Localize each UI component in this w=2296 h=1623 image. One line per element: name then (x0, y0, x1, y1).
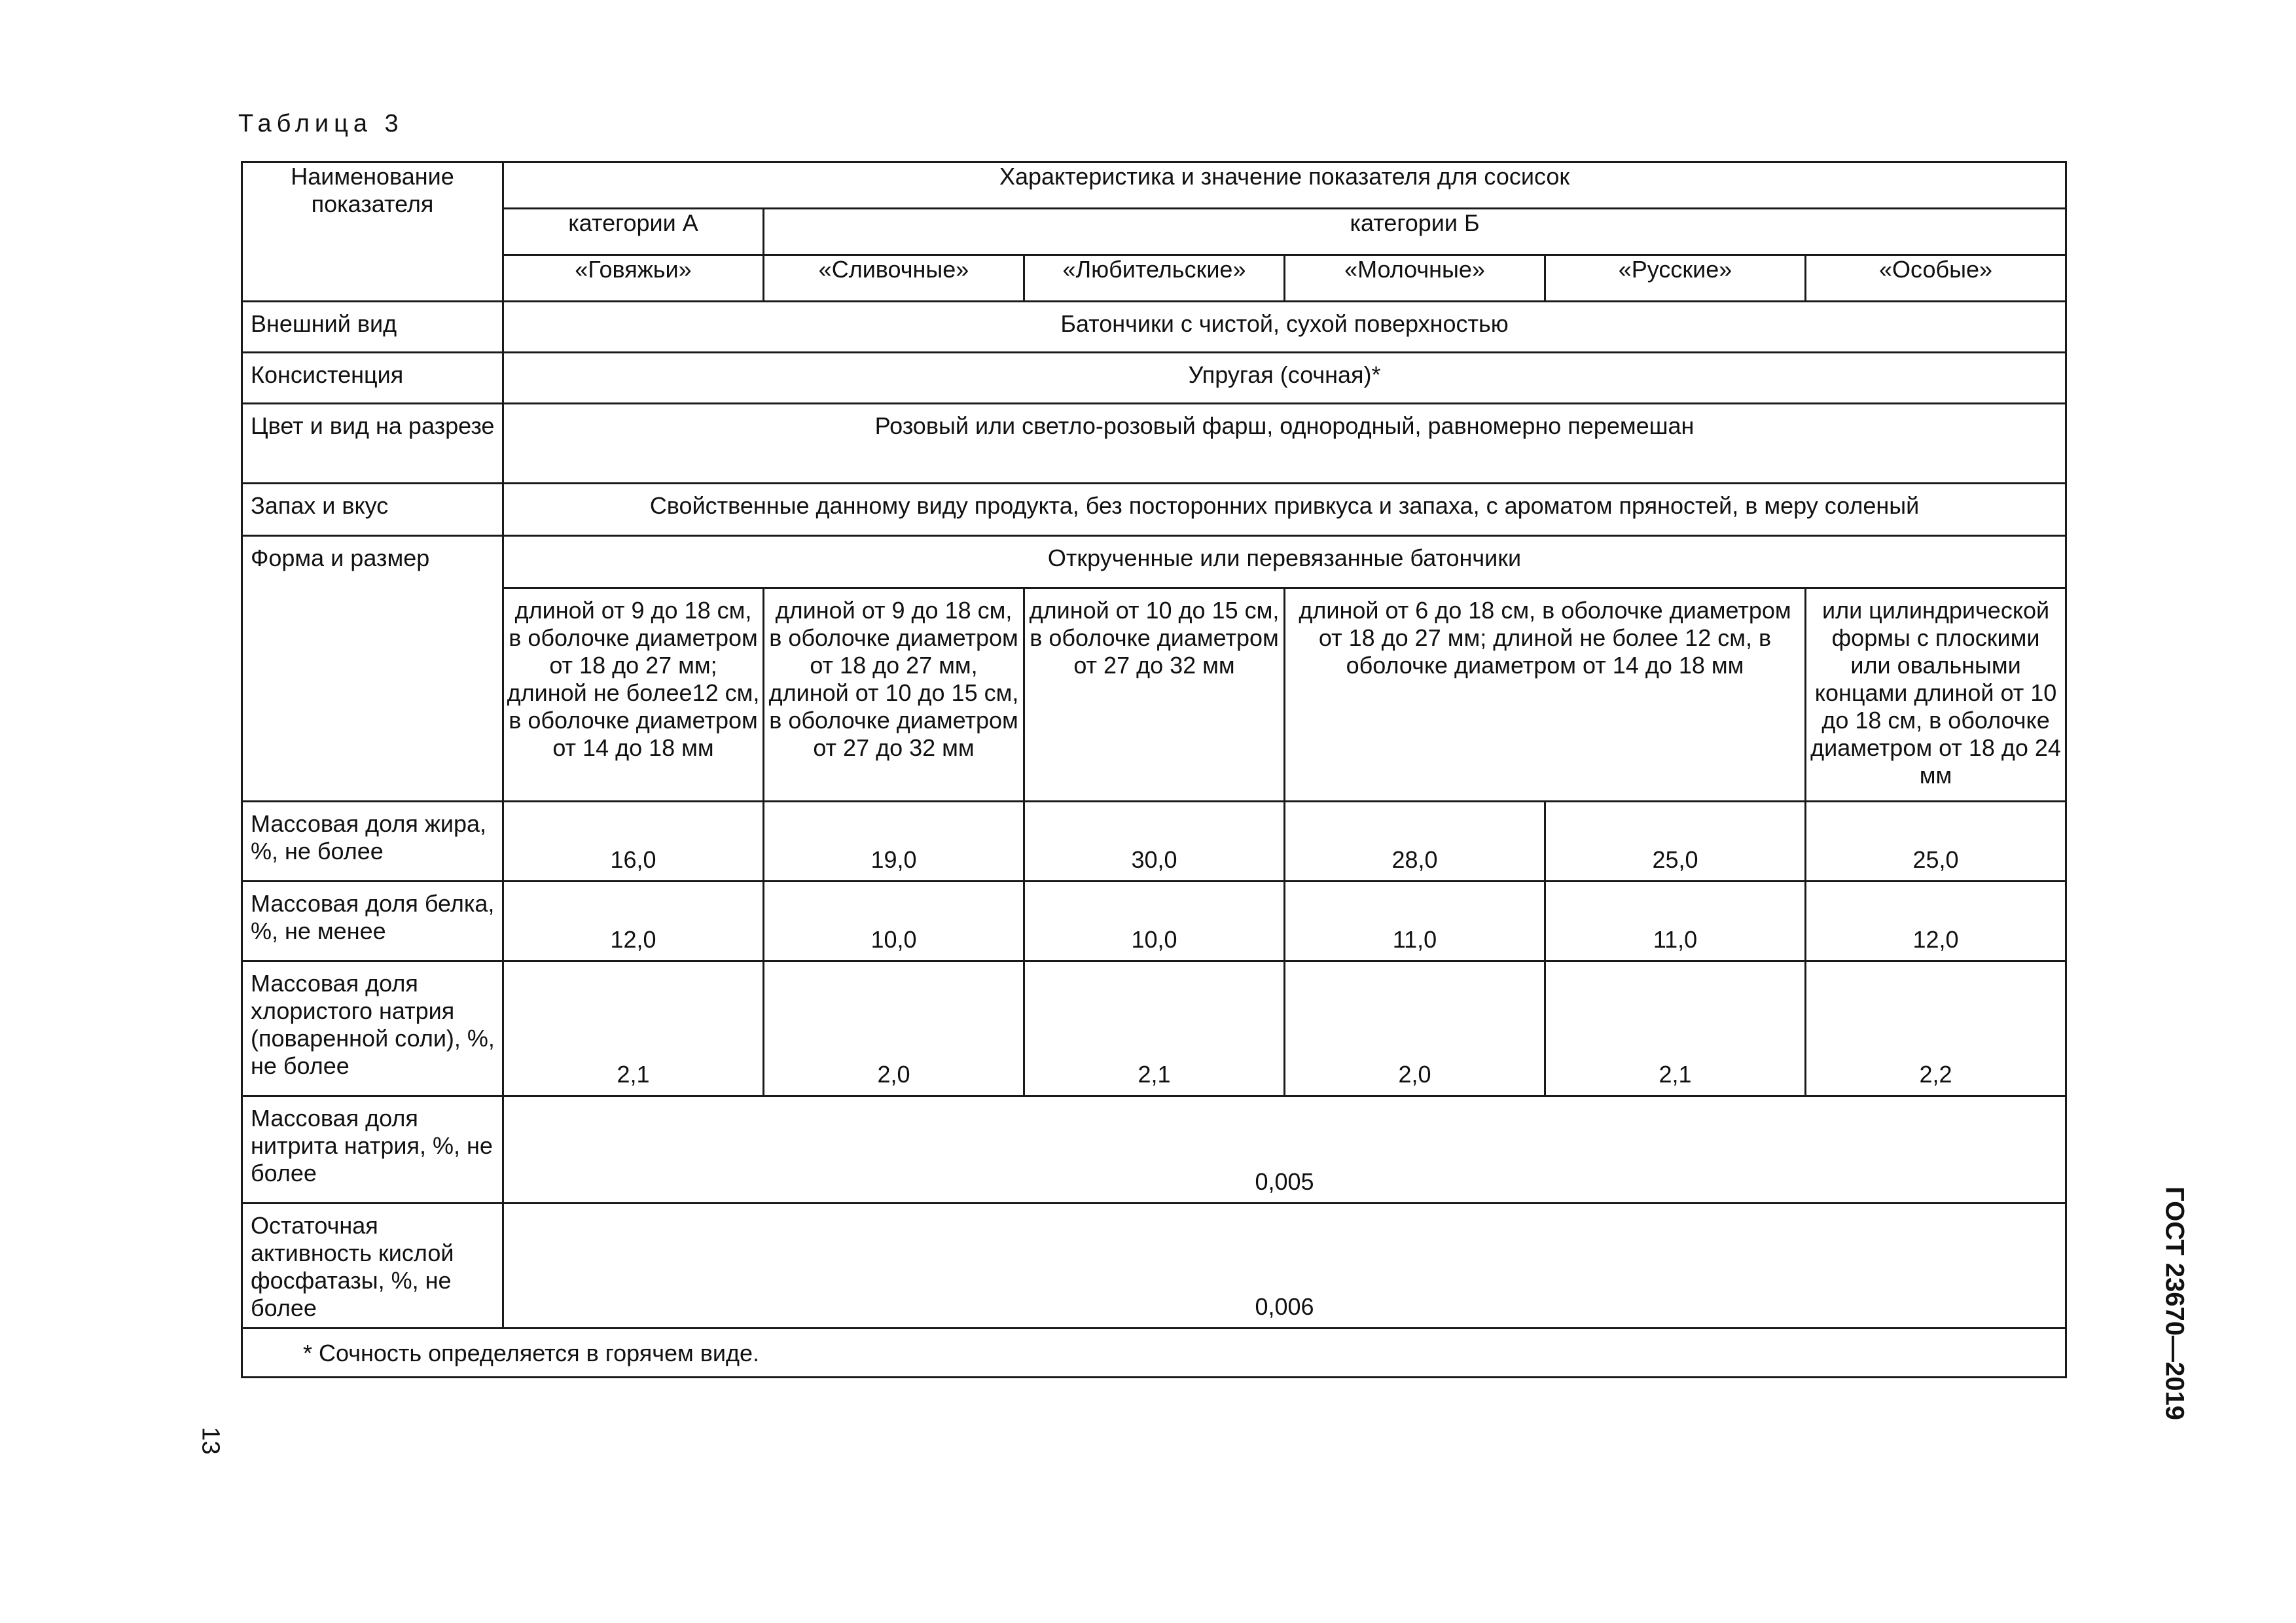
row-label-smell: Запах и вкус (242, 484, 503, 536)
row-label-fat: Массовая доля жира, %, не более (242, 802, 503, 882)
row-label-nitrite: Массовая доля нитрита натрия, %, не более (242, 1096, 503, 1204)
shape-detail: длиной от 10 до 15 см, в оболочке диаметром от 27 до 32 мм (1024, 588, 1285, 802)
shape-detail: или цилиндрической формы с плоскими или овальными концами длиной от 10 до 18 см, в оболочке диаметром от 18 до 24 мм (1806, 588, 2066, 802)
protein-value: 11,0 (1285, 882, 1545, 961)
requirements-table (241, 161, 2067, 1378)
row-label-salt: Массовая доля хлористого натрия (поваренной соли), %, не более (242, 961, 503, 1096)
appearance-value: Батончики с чистой, сухой поверхностью (503, 302, 2066, 353)
header-category-b: категории Б (764, 209, 2066, 255)
shape-value: Открученные или перевязанные батончики (503, 536, 2066, 588)
protein-value: 12,0 (1806, 882, 2066, 961)
protein-value: 10,0 (764, 882, 1024, 961)
fat-value: 30,0 (1024, 802, 1285, 882)
protein-value: 12,0 (503, 882, 764, 961)
row-label-consistency: Консистенция (242, 353, 503, 404)
shape-detail: длиной от 6 до 18 см, в оболочке диаметром от 18 до 27 мм; длиной не более 12 см, в оболочке диаметром от 14 до 18 мм (1285, 588, 1806, 802)
table-caption: Таблица 3 (238, 110, 404, 137)
header-product: «Любительские» (1024, 255, 1285, 302)
phosphatase-value: 0,006 (503, 1204, 2066, 1329)
standard-designation: ГОСТ 23670—2019 (2160, 1186, 2189, 1420)
fat-value: 25,0 (1806, 802, 2066, 882)
salt-value: 2,0 (764, 961, 1024, 1096)
fat-value: 28,0 (1285, 802, 1545, 882)
nitrite-value: 0,005 (503, 1096, 2066, 1204)
shape-detail: длиной от 9 до 18 см, в оболочке диаметром от 18 до 27 мм; длиной не более12 см, в оболочке диаметром от 14 до 18 мм (503, 588, 764, 802)
header-category-a: категории А (503, 209, 764, 255)
header-characteristic: Характеристика и значение показателя для сосисок (503, 162, 2066, 209)
smell-value: Свойственные данному виду продукта, без посторонних привкуса и запаха, с ароматом пряностей, в меру соленый (503, 484, 2066, 536)
row-label-color: Цвет и вид на разрезе (242, 404, 503, 484)
fat-value: 16,0 (503, 802, 764, 882)
consistency-value: Упругая (сочная)* (503, 353, 2066, 404)
header-product: «Молочные» (1285, 255, 1545, 302)
header-product: «Сливочные» (764, 255, 1024, 302)
fat-value: 25,0 (1545, 802, 1806, 882)
header-product: «Говяжьи» (503, 255, 764, 302)
salt-value: 2,0 (1285, 961, 1545, 1096)
row-label-shape: Форма и размер (242, 536, 503, 802)
salt-value: 2,1 (1545, 961, 1806, 1096)
shape-detail: длиной от 9 до 18 см, в оболочке диаметром от 18 до 27 мм, длиной от 10 до 15 см, в оболочке диаметром от 27 до 32 мм (764, 588, 1024, 802)
salt-value: 2,1 (503, 961, 764, 1096)
salt-value: 2,1 (1024, 961, 1285, 1096)
color-value: Розовый или светло-розовый фарш, однородный, равномерно перемешан (503, 404, 2066, 484)
protein-value: 11,0 (1545, 882, 1806, 961)
row-label-appearance: Внешний вид (242, 302, 503, 353)
protein-value: 10,0 (1024, 882, 1285, 961)
header-product: «Особые» (1806, 255, 2066, 302)
fat-value: 19,0 (764, 802, 1024, 882)
page-number: 13 (196, 1427, 224, 1455)
salt-value: 2,2 (1806, 961, 2066, 1096)
header-name-column: Наименование показателя (242, 162, 503, 302)
row-label-protein: Массовая доля белка, %, не менее (242, 882, 503, 961)
row-label-phosphatase: Остаточная активность кислой фосфатазы, %, не более (242, 1204, 503, 1329)
footnote: * Сочность определяется в горячем виде. (242, 1329, 2066, 1378)
header-product: «Русские» (1545, 255, 1806, 302)
